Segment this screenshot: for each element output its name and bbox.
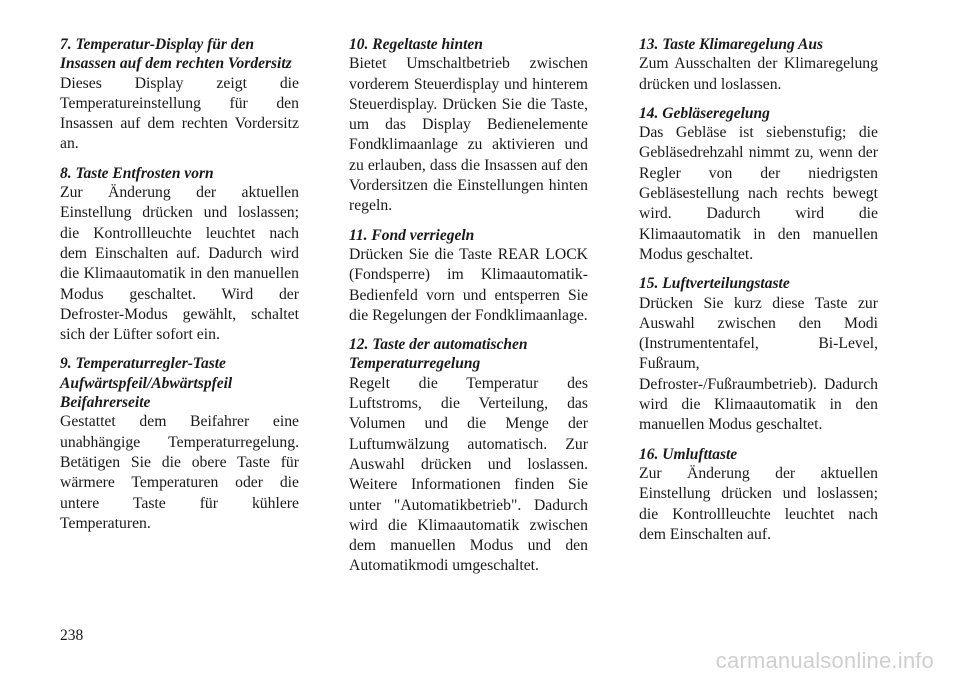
- section-heading: 11. Fond verriegeln: [349, 226, 475, 244]
- watermark: carmanualsonline.info: [715, 648, 934, 673]
- text-column-3: [639, 35, 878, 554]
- section-body: Drücken Sie kurz diese Taste zur Auswahl zwischen den Modi (Instrumententafel, Bi-Level, Fußraum, Defroster-/Fußraumbetrieb). Dadurch wird die Klimaautomatik in den manuellen Modus geschaltet.: [639, 294, 878, 434]
- section-12-auto-temperature: [349, 335, 588, 577]
- text-column-1: [60, 35, 299, 543]
- section-body: Drücken Sie die Taste REAR LOCK (Fondsperre) im Klimaautomatik-Bedienfeld vorn und entsperren Sie die Regelungen der Fondklimaanlage.: [349, 245, 588, 324]
- section-body: Zur Änderung der aktuellen Einstellung drücken und loslassen; die Kontrollleuchte leuchtet nach dem Einschalten auf.: [639, 464, 878, 543]
- section-14-blower-control: [639, 104, 878, 265]
- section-heading: 13. Taste Klimaregelung Aus: [639, 36, 824, 53]
- section-15-air-distribution: [639, 274, 878, 435]
- section-13-climate-off: [639, 35, 878, 95]
- section-body: Das Gebläse ist siebenstufig; die Gebläsedrehzahl nimmt zu, wenn der Regler von der niedrigsten Gebläsestellung nach rechts bewegt wird. Dadurch wird die Klimaautomatik in den manuellen Modus geschaltet.: [639, 124, 878, 263]
- section-9-passenger-temperature: [60, 354, 299, 534]
- section-heading: 14. Gebläseregelung: [639, 104, 770, 122]
- section-body: Dieses Display zeigt die Temperatureinstellung für den Insassen auf dem rechten Vordersitz an.: [60, 74, 299, 153]
- section-body: Regelt die Temperatur des Luftstroms, die Verteilung, das Volumen und die Menge der Luftumwälzung automatisch. Zur Auswahl drücken und loslassen. Weitere Informationen finden Sie unter "Automatikbetrieb". Dadurch wird die Klimaautomatik zwischen dem manuellen Modus und den Automatikmodi umgeschaltet.: [349, 374, 588, 575]
- section-10-rear-control: [349, 35, 588, 217]
- section-8-front-defrost: [60, 164, 299, 346]
- page-number: 238: [60, 627, 84, 644]
- section-heading: 9. Temperaturregler-Taste Aufwärtspfeil/Abwärtspfeil Beifahrerseite: [60, 355, 233, 412]
- section-body: Bietet Umschaltbetrieb zwischen vorderem Steuerdisplay und hinterem Steuerdisplay. Drücken Sie die Taste, um das Display Bedienelemente Fondklimaanlage zu aktivieren und zu erlauben, dass die Insassen auf den Vordersitzen die Einstellungen hinten regeln.: [349, 55, 588, 215]
- section-heading: 8. Taste Entfrosten vorn: [60, 164, 214, 182]
- section-body: Zur Änderung der aktuellen Einstellung drücken und loslassen; die Kontrollleuchte leuchtet nach dem Einschalten auf. Dadurch wird die Klimaautomatik in den manuellen Modus geschaltet. Wird der Defroster-Modus gewählt, schaltet sich der Lüfter sofort ein.: [60, 184, 299, 344]
- section-7-temperature-display: [60, 35, 299, 155]
- section-heading: 15. Luftverteilungstaste: [639, 275, 790, 293]
- section-body: Gestattet dem Beifahrer eine unabhängige Temperaturregelung. Betätigen Sie die obere Taste für wärmere Temperaturen oder die untere Taste für kühlere Temperaturen.: [60, 413, 299, 532]
- text-column-2: [349, 35, 588, 586]
- section-heading: 10. Regeltaste hinten: [349, 36, 483, 53]
- section-heading: 16. Umlufttaste: [639, 445, 738, 463]
- section-16-recirculation: [639, 445, 878, 545]
- section-heading: 12. Taste der automatischen Temperaturregelung: [349, 336, 528, 373]
- section-11-rear-lock: [349, 226, 588, 326]
- section-body: Zum Ausschalten der Klimaregelung drücken und loslassen.: [639, 55, 878, 93]
- section-heading: 7. Temperatur-Display für den Insassen auf dem rechten Vordersitz: [60, 36, 292, 73]
